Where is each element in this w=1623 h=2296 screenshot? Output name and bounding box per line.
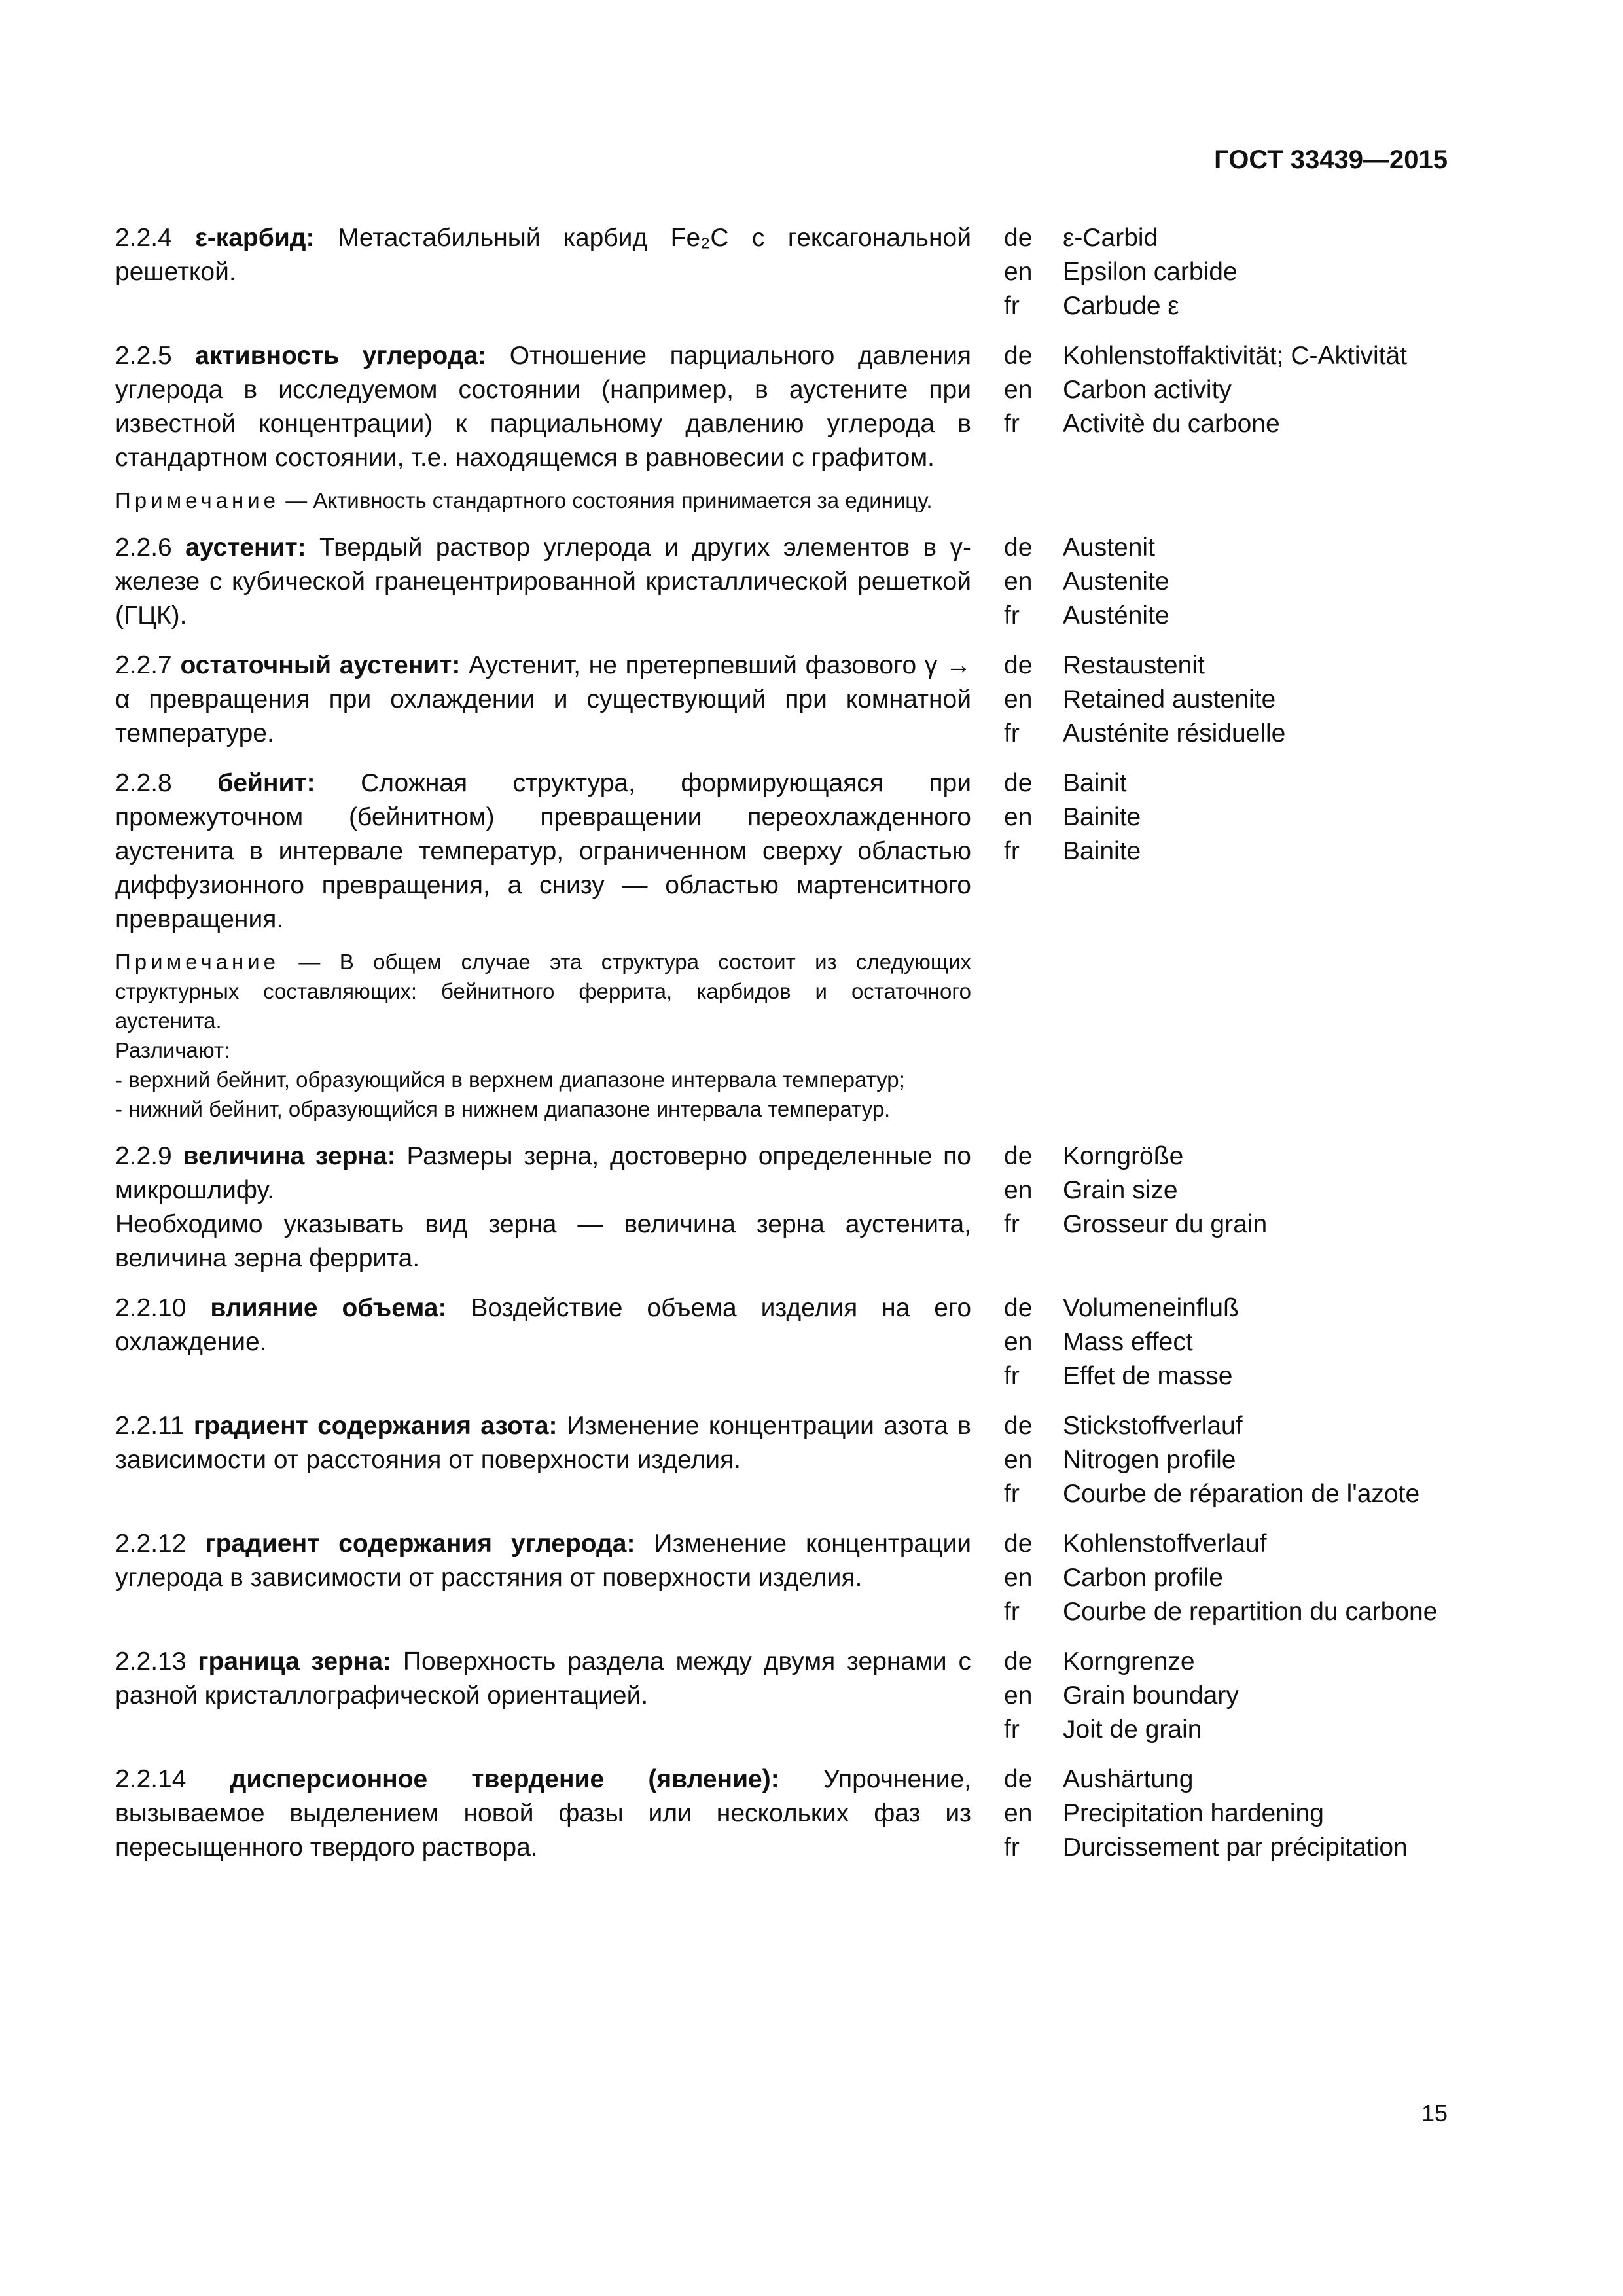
note-label: Примечание — [115, 488, 280, 512]
translations — [1063, 766, 1449, 869]
definition — [115, 1527, 971, 1595]
term-entry — [115, 1139, 1450, 1276]
term-entry — [115, 649, 1450, 751]
term-title: градиент содержания углерода: — [205, 1530, 635, 1558]
term-definition: Воздействие объема изделия на его охлаждение. — [115, 1294, 972, 1356]
lang-code-fr: fr — [1004, 1480, 1020, 1508]
lang-code-fr: fr — [1004, 292, 1020, 320]
definition — [115, 1409, 971, 1477]
term-definition: Поверхность раздела между двумя зернами с разной кристаллографической ориентацией. — [115, 1647, 972, 1710]
note-text: — В общем случае эта структура состоит из следующих структурных составляющих: бейнитного феррита, карбидов и остаточного аустенита. — [115, 950, 972, 1033]
page-number: 15 — [1421, 2100, 1448, 2126]
note-line: - нижний бейнит, образующийся в нижнем диапазоне интервала температур. — [115, 1097, 891, 1121]
translation-de: Kohlenstoffaktivität; C-Aktivität — [1063, 342, 1408, 370]
term-definition: Изменение концентрации азота в зависимости от расстояния от поверхности изделия. — [115, 1412, 971, 1474]
definition-column — [115, 1527, 971, 1595]
translation-fr: Carbude ε — [1063, 292, 1179, 320]
lang-code-en: en — [1004, 376, 1033, 404]
language-codes — [1004, 1291, 1063, 1393]
term-definition: Твердый раствор углерода и других элементов в γ-железе с кубической гранецентрированной кристаллической решеткой (ГЦК). — [115, 533, 971, 630]
translation-en: Retained austenite — [1063, 685, 1276, 713]
lang-code-en: en — [1004, 1176, 1033, 1204]
translations — [1063, 1139, 1449, 1242]
language-codes — [1004, 766, 1063, 869]
lang-code-fr: fr — [1004, 1833, 1020, 1861]
note-line: Различают: — [115, 1038, 230, 1062]
translation-fr: Grosseur du grain — [1063, 1210, 1268, 1238]
definition-column — [115, 649, 971, 751]
translations — [1063, 649, 1449, 751]
definition — [115, 221, 971, 289]
term-number: 2.2.11 — [115, 1412, 185, 1440]
translation-de: Stickstoffverlauf — [1063, 1412, 1243, 1440]
language-codes — [1004, 1645, 1063, 1747]
translation-de: Bainit — [1063, 769, 1127, 797]
language-codes — [1004, 339, 1063, 441]
term-entry — [115, 1645, 1450, 1747]
translation-en: Austenite — [1063, 567, 1169, 596]
term-definition: Метастабильный карбид Fe₂C с гексагональной решеткой. — [115, 224, 971, 286]
term-number: 2.2.7 — [115, 651, 172, 679]
term-number: 2.2.13 — [115, 1647, 187, 1676]
lang-code-en: en — [1004, 1446, 1033, 1474]
definition — [115, 1291, 971, 1359]
lang-code-en: en — [1004, 1681, 1033, 1710]
lang-code-en: en — [1004, 258, 1033, 286]
term-title: ε-карбид: — [195, 224, 315, 252]
lang-code-de: de — [1004, 1142, 1033, 1170]
term-entry — [115, 1527, 1450, 1629]
lang-code-de: de — [1004, 1294, 1033, 1322]
translation-en: Bainite — [1063, 803, 1141, 831]
note-line: - верхний бейнит, образующийся в верхнем диапазоне интервала температур; — [115, 1067, 905, 1092]
translation-fr: Courbe de repartition du carbone — [1063, 1598, 1438, 1626]
lang-code-fr: fr — [1004, 601, 1020, 630]
translation-fr: Bainite — [1063, 837, 1141, 865]
term-definition: Размеры зерна, достоверно определенные по микрошлифу. — [115, 1142, 971, 1204]
translation-fr: Austénite — [1063, 601, 1169, 630]
term-entry — [115, 1409, 1450, 1511]
term-entry — [115, 339, 1450, 515]
term-title: граница зерна: — [198, 1647, 392, 1676]
lang-code-fr: fr — [1004, 410, 1020, 438]
lang-code-fr: fr — [1004, 719, 1020, 747]
note-label: Примечание — [115, 950, 280, 974]
term-entry — [115, 221, 1450, 323]
definition — [115, 1645, 971, 1713]
translation-de: Korngröße — [1063, 1142, 1184, 1170]
translation-en: Nitrogen profile — [1063, 1446, 1236, 1474]
term-entry — [115, 531, 1450, 633]
definition-column — [115, 221, 971, 289]
note-text: — Активность стандартного состояния принимается за единицу. — [285, 488, 933, 512]
lang-code-de: de — [1004, 224, 1033, 252]
translation-en: Precipitation hardening — [1063, 1799, 1324, 1827]
term-title: активность углерода: — [195, 342, 487, 370]
term-number: 2.2.5 — [115, 342, 172, 370]
lang-code-de: de — [1004, 533, 1033, 562]
term-definition: Отношение парциального давления углерода в исследуемом состоянии (например, в аустените при известной концентрации) к парциальному давлению углерода в стандартном состоянии, т.е. находящемся в равновесии с графитом. — [115, 342, 971, 472]
translations — [1063, 531, 1449, 633]
translation-en: Carbon activity — [1063, 376, 1232, 404]
translation-en: Carbon profile — [1063, 1564, 1223, 1592]
lang-code-en: en — [1004, 685, 1033, 713]
lang-code-de: de — [1004, 1412, 1033, 1440]
term-number: 2.2.10 — [115, 1294, 187, 1322]
term-title: дисперсионное твердение (явление): — [230, 1765, 779, 1793]
language-codes — [1004, 531, 1063, 633]
definition-column — [115, 531, 971, 633]
lang-code-en: en — [1004, 1564, 1033, 1592]
definition-column — [115, 1291, 971, 1359]
term-title: градиент содержания азота: — [193, 1412, 558, 1440]
translation-en: Grain size — [1063, 1176, 1178, 1204]
translation-en: Epsilon carbide — [1063, 258, 1238, 286]
term-title: бейнит: — [217, 769, 315, 797]
translation-de: Kohlenstoffverlauf — [1063, 1530, 1267, 1558]
translation-de: Volumeneinfluß — [1063, 1294, 1239, 1322]
term-definition: Упрочнение, вызываемое выделением новой фазы или нескольких фаз из пересыщенного твердого раствора. — [115, 1765, 971, 1861]
lang-code-fr: fr — [1004, 1362, 1020, 1390]
definition — [115, 1139, 971, 1276]
language-codes — [1004, 1409, 1063, 1511]
translation-de: Aushärtung — [1063, 1765, 1194, 1793]
lang-code-fr: fr — [1004, 837, 1020, 865]
language-codes — [1004, 221, 1063, 323]
translation-fr: Durcissement par précipitation — [1063, 1833, 1408, 1861]
translation-de: Restaustenit — [1063, 651, 1205, 679]
term-number: 2.2.8 — [115, 769, 172, 797]
lang-code-fr: fr — [1004, 1715, 1020, 1744]
lang-code-en: en — [1004, 803, 1033, 831]
translation-de: Austenit — [1063, 533, 1155, 562]
definition — [115, 649, 971, 751]
lang-code-de: de — [1004, 1765, 1033, 1793]
definition-column — [115, 1763, 971, 1865]
term-title: остаточный аустенит: — [180, 651, 461, 679]
lang-code-en: en — [1004, 567, 1033, 596]
term-definition: Сложная структура, формирующаяся при промежуточном (бейнитном) превращении переохлажденного аустенита в интервале температур, ограниченном сверху областью диффузионного превращения, а снизу — областью мартенситного превращения. — [115, 769, 972, 933]
note — [115, 486, 971, 515]
lang-code-de: de — [1004, 342, 1033, 370]
translations — [1063, 1409, 1449, 1511]
translation-en: Mass effect — [1063, 1328, 1193, 1356]
lang-code-en: en — [1004, 1328, 1033, 1356]
term-definition: Изменение концентрации углерода в зависимости от расстяния от поверхности изделия. — [115, 1530, 972, 1592]
translations — [1063, 221, 1449, 323]
translations — [1063, 1645, 1449, 1747]
translation-en: Grain boundary — [1063, 1681, 1239, 1710]
translation-de: Korngrenze — [1063, 1647, 1195, 1676]
definition — [115, 1763, 971, 1865]
language-codes — [1004, 1139, 1063, 1242]
translations — [1063, 1527, 1449, 1629]
definition-column — [115, 766, 971, 1124]
language-codes — [1004, 1763, 1063, 1865]
term-number: 2.2.12 — [115, 1530, 187, 1558]
term-number: 2.2.4 — [115, 224, 172, 252]
lang-code-fr: fr — [1004, 1598, 1020, 1626]
translation-fr: Courbe de réparation de l'azote — [1063, 1480, 1420, 1508]
document-header: ГОСТ 33439—2015 — [1214, 145, 1448, 174]
translation-fr: Effet de masse — [1063, 1362, 1233, 1390]
definition-column — [115, 339, 971, 515]
term-title: величина зерна: — [183, 1142, 396, 1170]
translation-de: ε-Carbid — [1063, 224, 1158, 252]
translation-fr: Activitè du carbone — [1063, 410, 1280, 438]
lang-code-de: de — [1004, 1530, 1033, 1558]
term-number: 2.2.6 — [115, 533, 172, 562]
lang-code-en: en — [1004, 1799, 1033, 1827]
definition — [115, 766, 971, 937]
definition-column — [115, 1139, 971, 1276]
language-codes — [1004, 649, 1063, 751]
translation-fr: Austénite résiduelle — [1063, 719, 1286, 747]
lang-code-de: de — [1004, 651, 1033, 679]
term-number: 2.2.9 — [115, 1142, 172, 1170]
definition-column — [115, 1645, 971, 1713]
term-entry — [115, 766, 1450, 1124]
translation-fr: Joit de grain — [1063, 1715, 1202, 1744]
term-entry — [115, 1291, 1450, 1393]
definition-column — [115, 1409, 971, 1477]
term-entry — [115, 1763, 1450, 1865]
note — [115, 947, 971, 1124]
term-number: 2.2.14 — [115, 1765, 187, 1793]
lang-code-de: de — [1004, 769, 1033, 797]
language-codes — [1004, 1527, 1063, 1629]
terms-list — [115, 221, 1450, 1880]
term-definition: Аустенит, не претерпевший фазового γ → α превращения при охлаждении и существующий при комнатной температуре. — [115, 651, 971, 747]
translations — [1063, 1763, 1449, 1865]
term-title: аустенит: — [185, 533, 306, 562]
term-title: влияние объема: — [210, 1294, 447, 1322]
definition — [115, 531, 971, 633]
translations — [1063, 1291, 1449, 1393]
term-definition-extra: Необходимо указывать вид зерна — величина зерна аустенита, величина зерна феррита. — [115, 1210, 971, 1272]
lang-code-de: de — [1004, 1647, 1033, 1676]
definition — [115, 339, 971, 475]
translations — [1063, 339, 1449, 441]
lang-code-fr: fr — [1004, 1210, 1020, 1238]
